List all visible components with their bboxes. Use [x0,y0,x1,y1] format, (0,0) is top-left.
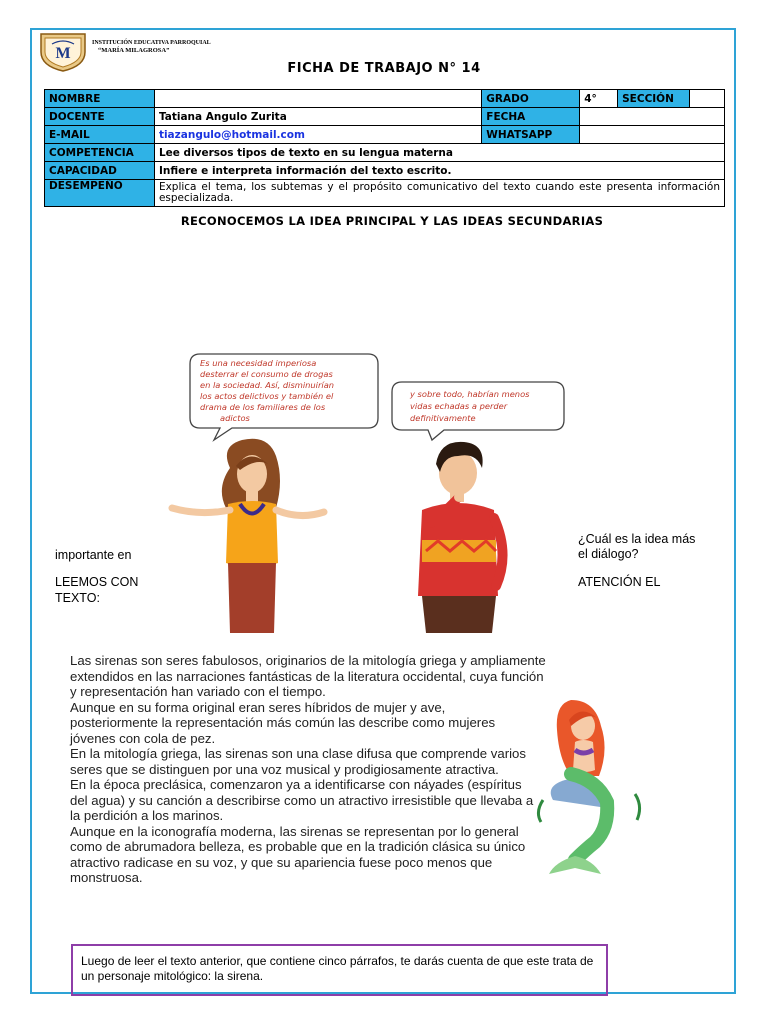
reading-paragraph-5: Aunque en la iconografía moderna, las sirenas se representan por lo general como de abrumadora belleza, es probable que en la tradición clásica su único atractivo radicase en su voz, y que su apariencia fuese poco menos que monstruosa. [70,823,526,885]
institution-name [92,40,211,54]
float-text-right-2: el diálogo? [578,547,639,561]
reading-text [70,653,550,886]
institution-line-2: “MARÍA MILAGROSA” [98,47,170,54]
page-title: FICHA DE TRABAJO N° 14 [287,61,481,76]
label-seccion: SECCIÓN [618,90,690,108]
label-capacidad: CAPACIDAD [45,162,155,180]
label-competencia: COMPETENCIA [45,144,155,162]
girl-bubble-text: Es una necesidad imperiosa desterrar el consumo de drogas en la sociedad. Así, disminuirían los actos delictivos y también el drama de los familiares de los adictos [200,358,335,423]
label-grado: GRADO [482,90,580,108]
value-nombre[interactable] [154,90,481,108]
value-capacidad: Infiere e interpreta información del texto escrito. [154,162,724,180]
section-subtitle: RECONOCEMOS LA IDEA PRINCIPAL Y LAS IDEAS SECUNDARIAS [180,214,604,228]
row-competencia [45,144,725,162]
dialogue-illustration [160,348,570,633]
label-desempeno: DESEMPEÑO [45,180,155,207]
reading-paragraph-3: En la mitología griega, las sirenas son una clase difusa que comprende varios seres que se distinguen por una voz musical y prodigiosamente atractiva. [70,746,526,777]
boy-figure [418,442,503,633]
value-desempeno: Explica el tema, los subtemas y el propósito comunicativo del texto cuando este presenta información especializada. [154,180,724,207]
mermaid-illustration [535,690,645,875]
row-docente [45,108,725,126]
row-capacidad [45,162,725,180]
float-text-right-3: ATENCIÓN EL [578,575,661,589]
info-table [44,89,725,207]
label-nombre: NOMBRE [45,90,155,108]
float-text-left-1: importante en [55,548,132,562]
reading-paragraph-2: Aunque en su forma original eran seres híbridos de mujer y ave, posteriormente la representación más común las describe como mujeres jóvenes con cola de pez. [70,699,496,746]
label-docente: DOCENTE [45,108,155,126]
row-email [45,126,725,144]
value-email[interactable]: tiazangulo@hotmail.com [154,126,481,144]
value-seccion[interactable] [690,90,725,108]
value-competencia: Lee diversos tipos de texto en su lengua materna [154,144,724,162]
reading-paragraph-4: En la época preclásica, comenzaron ya a identificarse con náyades (espíritus del agua) y su canción a describirse como un atractivo irresistible que llevaba a la perdición a los marinos. [70,777,534,823]
boy-bubble-text: y sobre todo, habrían menos vidas echadas a perder definitivamente [410,389,530,423]
row-desempeno [45,180,725,207]
label-fecha: FECHA [482,108,580,126]
value-fecha[interactable] [580,108,725,126]
value-whatsapp[interactable] [580,126,725,144]
float-text-left-2: LEEMOS CON [55,575,139,589]
value-grado: 4° [580,90,618,108]
conclusion-box: Luego de leer el texto anterior, que contiene cinco párrafos, te darás cuenta de que este trata de un personaje mitológico: la sirena. [71,944,608,996]
float-text-left-3: TEXTO: [55,591,100,605]
reading-paragraph-1: Las sirenas son seres fabulosos, originarios de la mitología griega y ampliamente extendidos en las narraciones fantásticas de la literatura occidental, cuya función y representación han variado con el tiempo. [70,653,546,699]
girl-figure [172,439,324,633]
float-text-right-1: ¿Cuál es la idea más [578,532,696,546]
label-email: E-MAIL [45,126,155,144]
row-nombre [45,90,725,108]
institution-line-1: INSTITUCIÓN EDUCATIVA PARROQUIAL [92,40,211,46]
svg-text:M: M [55,45,71,62]
label-whatsapp: WHATSAPP [482,126,580,144]
value-docente: Tatiana Angulo Zurita [154,108,481,126]
